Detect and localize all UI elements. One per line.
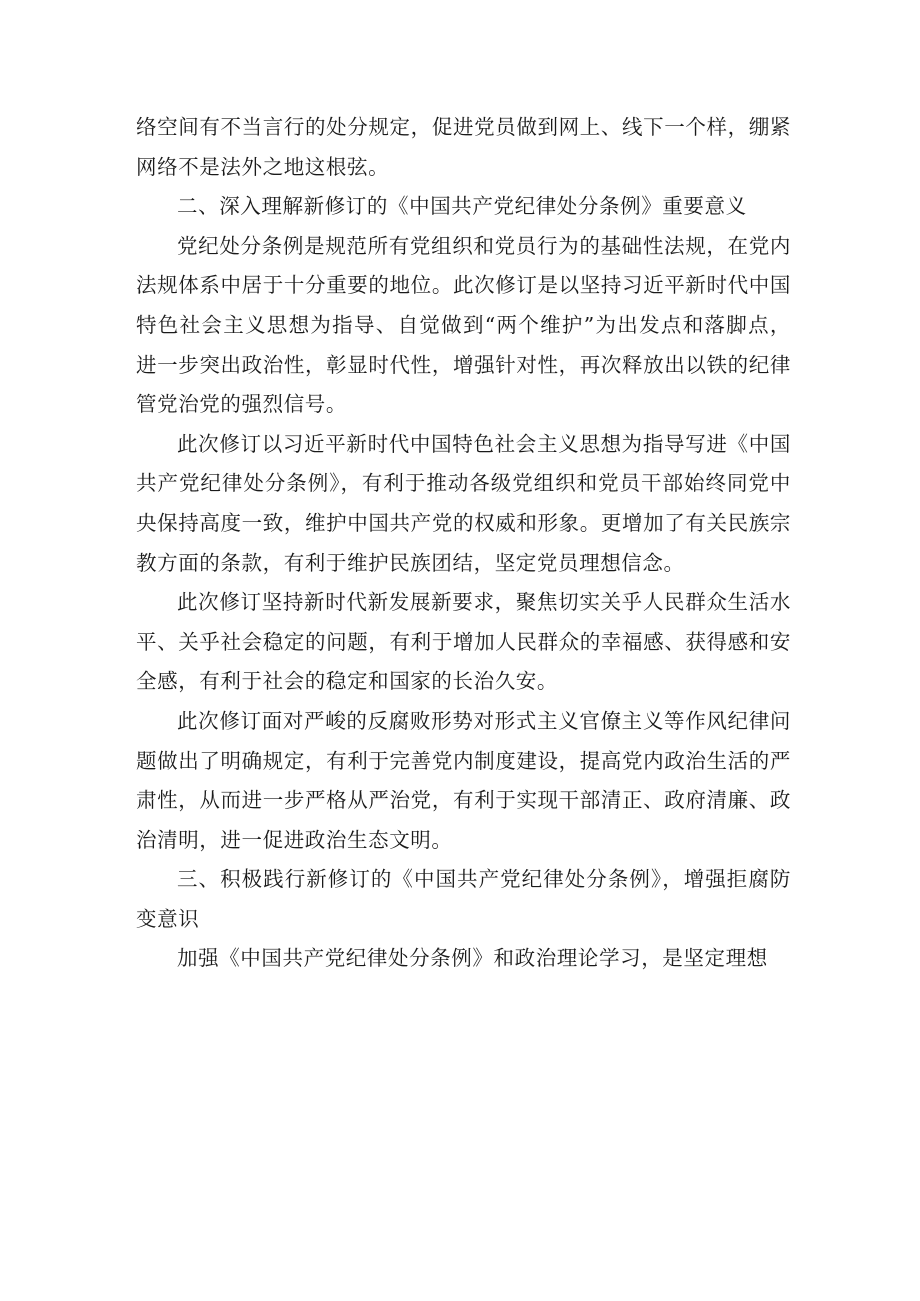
paragraph: 党纪处分条例是规范所有党组织和党员行为的基础性法规，在党内法规体系中居于十分重要的地位。此次修订是以坚持习近平新时代中国特色社会主义思想为指导、自觉做到“两个维护”为出发点和落脚点，进一步突出政治性，彰显时代性，增强针对性，再次释放出以铁的纪律管党治党的强烈信号。 <box>136 233 791 417</box>
paragraph-continuation: 络空间有不当言行的处分规定，促进党员做到网上、线下一个样，绷紧网络不是法外之地这根弦。 <box>136 115 791 179</box>
document-body <box>136 108 791 979</box>
paragraph: 此次修订以习近平新时代中国特色社会主义思想为指导写进《中国共产党纪律处分条例》，有利于推动各级党组织和党员干部始终同党中央保持高度一致，维护中国共产党的权威和形象。更增加了有关民族宗教方面的条款，有利于维护民族团结，坚定党员理想信念。 <box>136 431 791 575</box>
paragraph: 此次修订坚持新时代新发展新要求，聚焦切实关乎人民群众生活水平、关乎社会稳定的问题，有利于增加人民群众的幸福感、获得感和安全感，有利于社会的稳定和国家的长治久安。 <box>136 590 791 694</box>
paragraph-truncated: 加强《中国共产党纪律处分条例》和政治理论学习，是坚定理想 <box>177 946 768 971</box>
section-heading-2: 二、深入理解新修订的《中国共产党纪律处分条例》重要意义 <box>177 194 747 219</box>
paragraph: 此次修订面对严峻的反腐败形势对形式主义官僚主义等作风纪律问题做出了明确规定，有利于完善党内制度建设，提高党内政治生活的严肃性，从而进一步严格从严治党，有利于实现干部清正、政府清廉、政治清明，进一促进政治生态文明。 <box>136 708 791 852</box>
section-heading-3: 三、积极践行新修订的《中国共产党纪律处分条例》，增强拒腐防变意识 <box>136 867 791 931</box>
